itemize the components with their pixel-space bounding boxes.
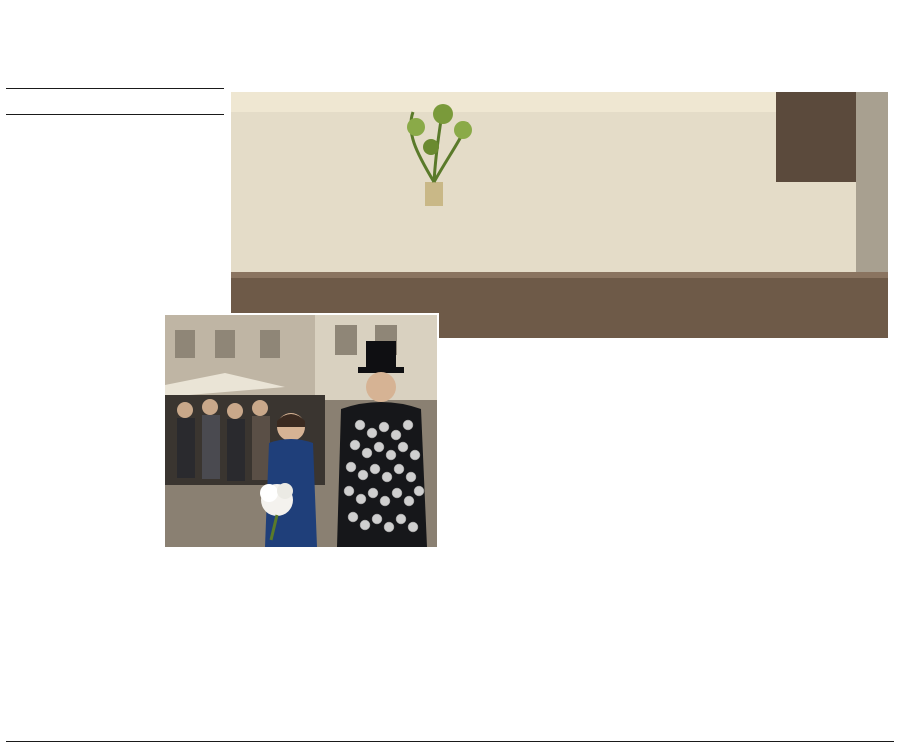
- bottom-rule: [6, 741, 894, 742]
- group-photo: [231, 92, 888, 338]
- column-4: [678, 401, 888, 409]
- parade-photo-art: [165, 315, 437, 547]
- group-photo-art: [231, 92, 888, 338]
- byline-rule-bottom: [6, 114, 224, 115]
- parade-photo: [163, 313, 439, 549]
- byline-rule: [6, 88, 224, 89]
